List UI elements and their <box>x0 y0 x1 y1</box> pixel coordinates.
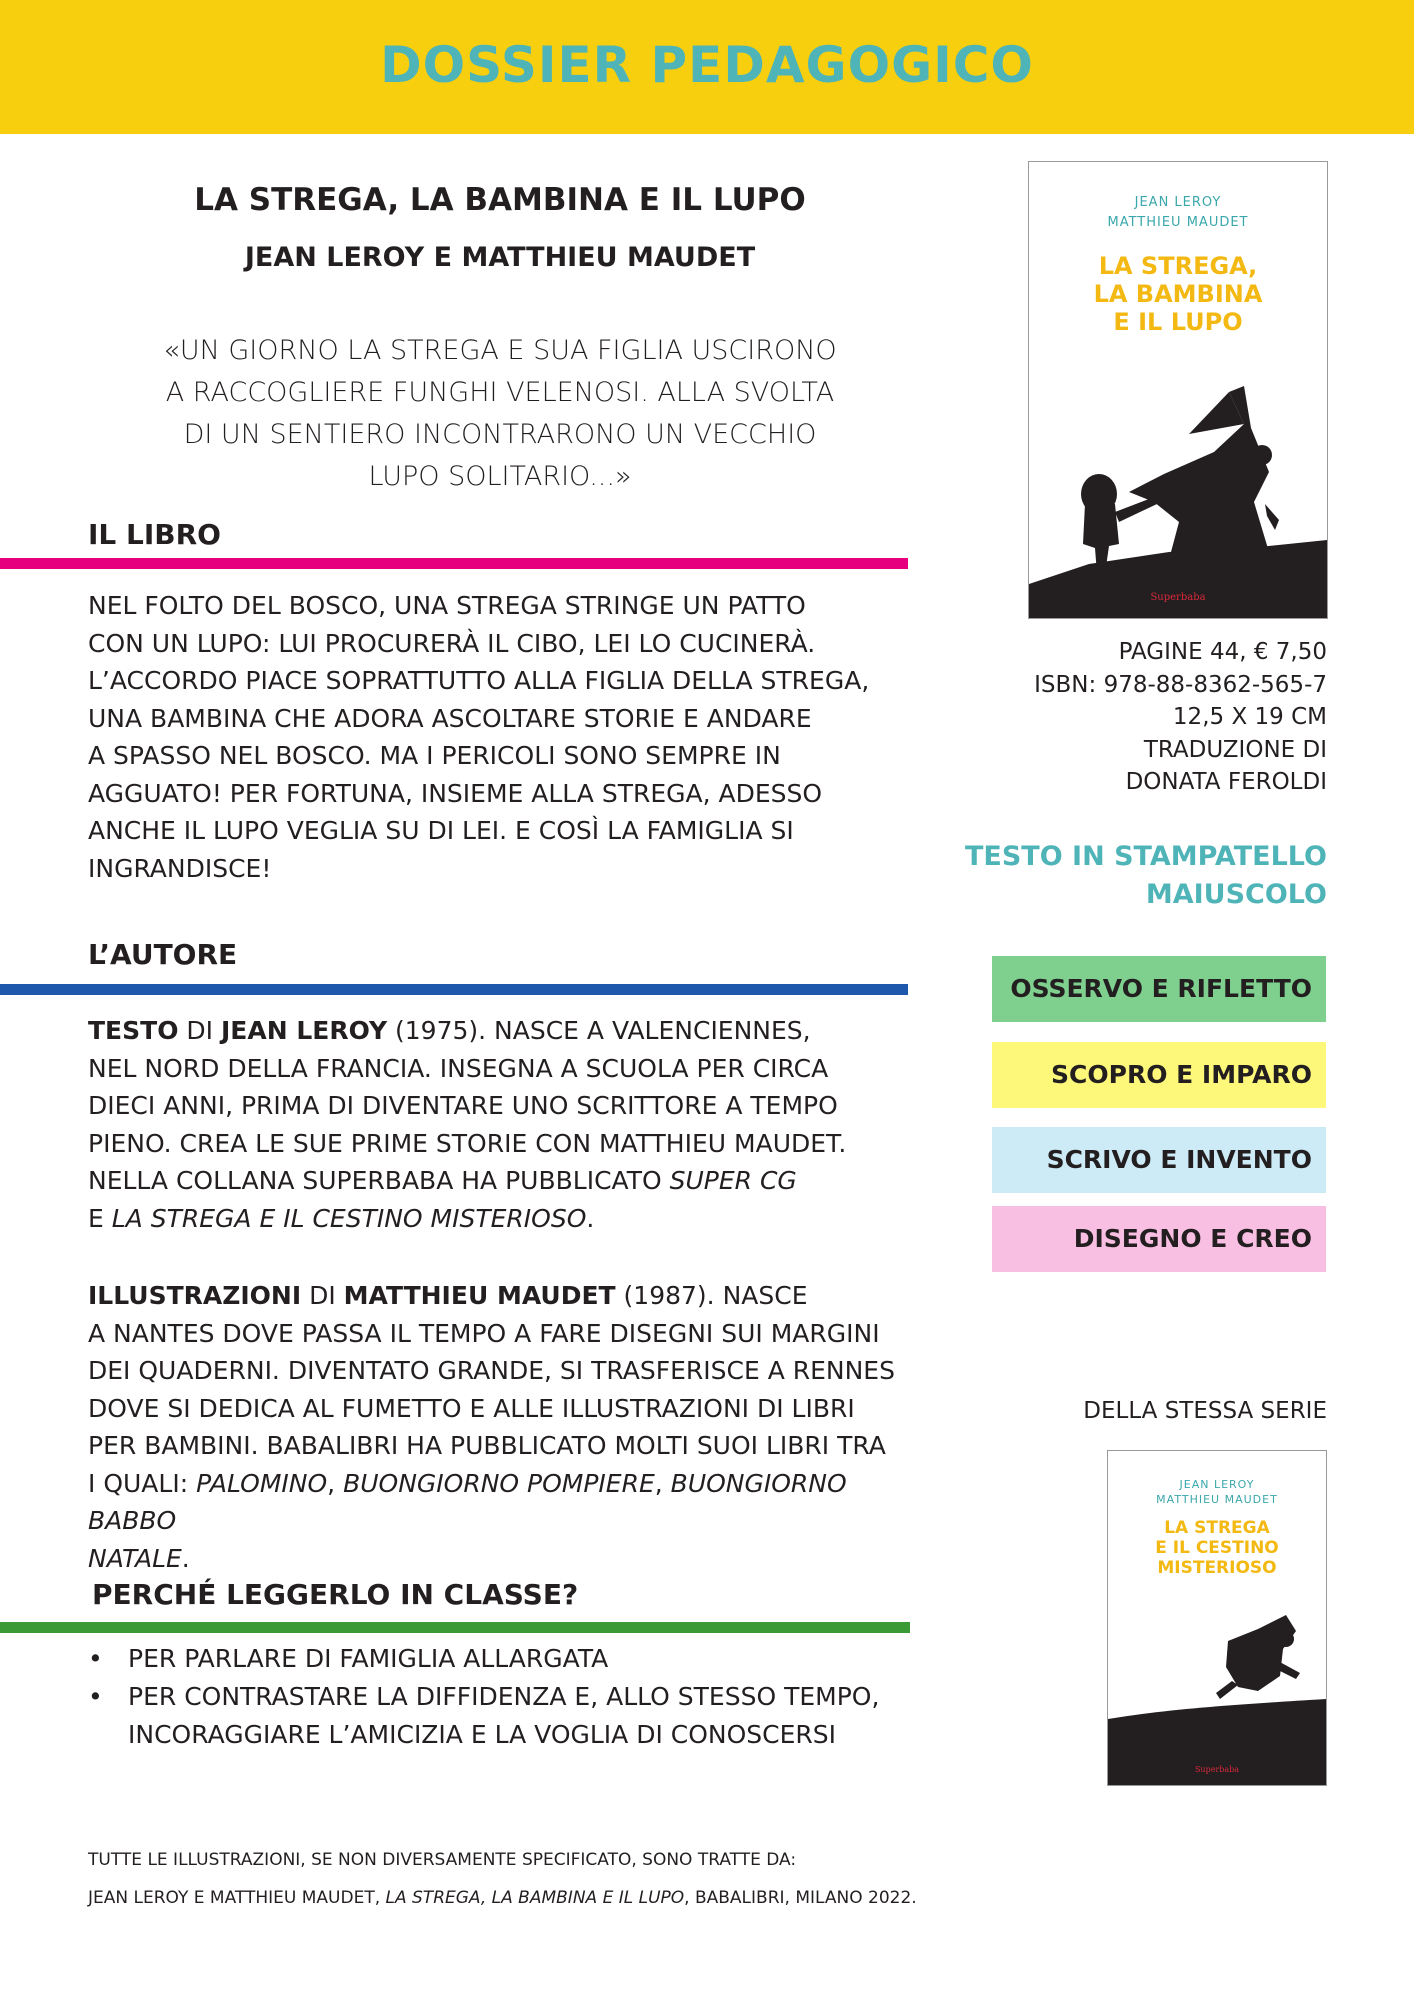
running-witch-illustration <box>1108 1601 1326 1785</box>
author-name: JEAN LEROY <box>220 1016 388 1045</box>
cover-author: MATTHIEU MAUDET <box>1107 215 1249 230</box>
illustrazioni-line <box>88 1540 918 1578</box>
bullet-icon: • <box>88 1644 103 1673</box>
text-span: . <box>181 1543 190 1573</box>
quote-line: LUPO SOLITARIO...» <box>368 461 632 492</box>
list-item-text: PER CONTRASTARE LA DIFFIDENZA E, ALLO STESSO TEMPO, <box>128 1682 880 1711</box>
tag-osservo: OSSERVO E RIFLETTO <box>992 956 1326 1022</box>
note-line: TESTO IN STAMPATELLO <box>964 841 1327 872</box>
cover-title-line: LA BAMBINA <box>1093 280 1263 308</box>
text-span: JEAN LEROY E MATTHIEU MAUDET, <box>88 1888 386 1908</box>
cover-title-line: E IL LUPO <box>1113 308 1243 336</box>
cover-author: JEAN LEROY <box>1134 195 1222 210</box>
libro-line: AGGUATO! PER FORTUNA, INSIEME ALLA STREGA, ADESSO <box>88 778 823 808</box>
libro-line: ANCHE IL LUPO VEGLIA SU DI LEI. E COSÌ LA FAMIGLIA SI <box>88 816 794 845</box>
detail-pages-price: PAGINE 44, € 7,50 <box>1118 639 1327 665</box>
book-ref: NATALE <box>88 1543 182 1573</box>
list-item <box>88 1678 928 1754</box>
illustrazioni-line: A NANTES DOVE PASSA IL TEMPO A FARE DISEGNI SUI MARGINI <box>88 1318 880 1348</box>
illustrazioni-line <box>88 1277 918 1315</box>
testo-line <box>88 1012 918 1050</box>
note-line: MAIUSCOLO <box>1145 879 1327 910</box>
tag-disegno: DISEGNO E CREO <box>992 1206 1326 1272</box>
section-rule-perche <box>0 1622 910 1633</box>
series-label: DELLA STESSA SERIE <box>1083 1398 1327 1424</box>
section-heading-perche: PERCHÉ LEGGERLO IN CLASSE? <box>92 1578 579 1611</box>
cover-author: MATTHIEU MAUDET <box>1156 1493 1278 1506</box>
autore-testo <box>88 1012 918 1237</box>
section-rule-autore <box>0 984 908 995</box>
footer-source <box>88 1879 1088 1917</box>
detail-isbn: ISBN: 978-88-8362-565-7 <box>1034 671 1327 698</box>
illustrazioni-line: DEI QUADERNI. DIVENTATO GRANDE, SI TRASFERISCE A RENNES <box>88 1356 895 1385</box>
list-item <box>88 1640 928 1678</box>
cover-publisher: Superbaba <box>1194 1765 1240 1774</box>
illustrator-name: MATTHIEU MAUDET <box>343 1281 616 1310</box>
cover-title <box>1029 252 1327 336</box>
text-span: NELLA COLLANA SUPERBABA HA PUBBLICATO <box>88 1166 670 1195</box>
testo-line <box>88 1200 918 1238</box>
illustrazioni-line: PER BAMBINI. BABALIBRI HA PUBBLICATO MOLTI SUOI LIBRI TRA <box>88 1431 886 1460</box>
book-ref: BUONGIORNO POMPIERE <box>343 1468 655 1498</box>
illustrazioni-label: ILLUSTRAZIONI <box>88 1281 302 1310</box>
book-ref: BUONGIORNO BABBO <box>88 1468 847 1535</box>
tag-scrivo: SCRIVO E INVENTO <box>992 1127 1326 1193</box>
text-span: . <box>586 1203 595 1233</box>
section-rule-libro <box>0 558 908 569</box>
illustrazioni-line <box>88 1465 918 1540</box>
book-ref: LA STREGA E IL CESTINO MISTERIOSO <box>111 1203 587 1233</box>
text-span: E <box>88 1203 112 1233</box>
libro-line: A SPASSO NEL BOSCO. MA I PERICOLI SONO SEMPRE IN <box>88 741 781 770</box>
testo-line <box>88 1162 918 1200</box>
quote-line: «UN GIORNO LA STREGA E SUA FIGLIA USCIRONO <box>163 335 837 366</box>
cover-title-line: MISTERIOSO <box>1157 1558 1277 1578</box>
libro-line: CON UN LUPO: LUI PROCURERÀ IL CIBO, LEI LO CUCINERÀ. <box>88 628 816 658</box>
page-title: DOSSIER PEDAGOGICO <box>380 36 1034 94</box>
quote-line: A RACCOGLIERE FUNGHI VELENOSI. ALLA SVOLTA <box>165 377 835 408</box>
detail-format: 12,5 X 19 CM <box>1172 704 1327 730</box>
testo-label: TESTO <box>88 1016 179 1045</box>
libro-line: UNA BAMBINA CHE ADORA ASCOLTARE STORIE E ANDARE <box>88 703 812 733</box>
detail-translator: DONATA FEROLDI <box>1125 769 1327 795</box>
libro-text <box>88 587 918 887</box>
cover-title-line: E IL CESTINO <box>1155 1538 1279 1558</box>
cover-title-line: LA STREGA, <box>1098 252 1258 280</box>
illustrazioni-line: DOVE SI DEDICA AL FUMETTO E ALLE ILLUSTRAZIONI DI LIBRI <box>88 1393 855 1423</box>
footer-note: TUTTE LE ILLUSTRAZIONI, SE NON DIVERSAMENTE SPECIFICATO, SONO TRATTE DA: <box>88 1850 797 1870</box>
list-item-text: PER PARLARE DI FAMIGLIA ALLARGATA <box>128 1644 609 1673</box>
cover-publisher: Superbaba <box>1150 592 1206 603</box>
section-heading-libro: IL LIBRO <box>88 518 221 551</box>
text-span: , BABALIBRI, MILANO 2022. <box>684 1888 917 1908</box>
text-span: , <box>654 1468 671 1498</box>
text-span: I QUALI: <box>88 1468 197 1498</box>
series-book-cover <box>1107 1450 1327 1786</box>
illustrazioni-rest: (1987). NASCE <box>615 1281 808 1310</box>
text-span: , <box>327 1468 344 1498</box>
autore-illustrazioni <box>88 1277 918 1577</box>
section-heading-autore: L’AUTORE <box>88 938 238 971</box>
detail-translation: TRADUZIONE DI <box>1143 736 1327 763</box>
book-title: LA STREGA, LA BAMBINA E IL LUPO <box>194 182 806 218</box>
libro-line: NEL FOLTO DEL BOSCO, UNA STREGA STRINGE UN PATTO <box>88 591 806 620</box>
book-details <box>980 636 1327 799</box>
book-ref: LA STREGA, LA BAMBINA E IL LUPO <box>385 1888 685 1908</box>
print-style-note <box>940 838 1327 914</box>
book-authors: JEAN LEROY E MATTHIEU MAUDET <box>244 242 756 273</box>
di-word: DI <box>301 1281 344 1310</box>
libro-line: L’ACCORDO PIACE SOPRATTUTTO ALLA FIGLIA DELLA STREGA, <box>88 666 870 695</box>
witch-girl-illustration <box>1029 352 1327 618</box>
cover-title <box>1108 1518 1326 1578</box>
book-ref: PALOMINO <box>196 1468 328 1498</box>
testo-line: DIECI ANNI, PRIMA DI DIVENTARE UNO SCRITTORE A TEMPO <box>88 1091 838 1120</box>
book-cover <box>1028 161 1328 619</box>
book-ref: SUPER CG <box>669 1166 797 1195</box>
libro-line: INGRANDISCE! <box>88 853 272 883</box>
cover-author: JEAN LEROY <box>1179 1478 1255 1491</box>
book-quote <box>100 330 900 498</box>
testo-line: PIENO. CREA LE SUE PRIME STORIE CON MATTHIEU MAUDET. <box>88 1128 847 1158</box>
reasons-list <box>88 1640 928 1754</box>
testo-line: NEL NORD DELLA FRANCIA. INSEGNA A SCUOLA PER CIRCA <box>88 1053 829 1083</box>
list-item-text: INCORAGGIARE L’AMICIZIA E LA VOGLIA DI CONOSCERSI <box>128 1720 837 1749</box>
quote-line: DI UN SENTIERO INCONTRARONO UN VECCHIO <box>183 419 817 450</box>
di-word: DI <box>178 1016 221 1045</box>
testo-rest: (1975). NASCE A VALENCIENNES, <box>387 1016 811 1045</box>
bullet-icon: • <box>88 1682 103 1711</box>
cover-title-line: LA STREGA <box>1164 1518 1270 1538</box>
tag-scopro: SCOPRO E IMPARO <box>992 1042 1326 1108</box>
